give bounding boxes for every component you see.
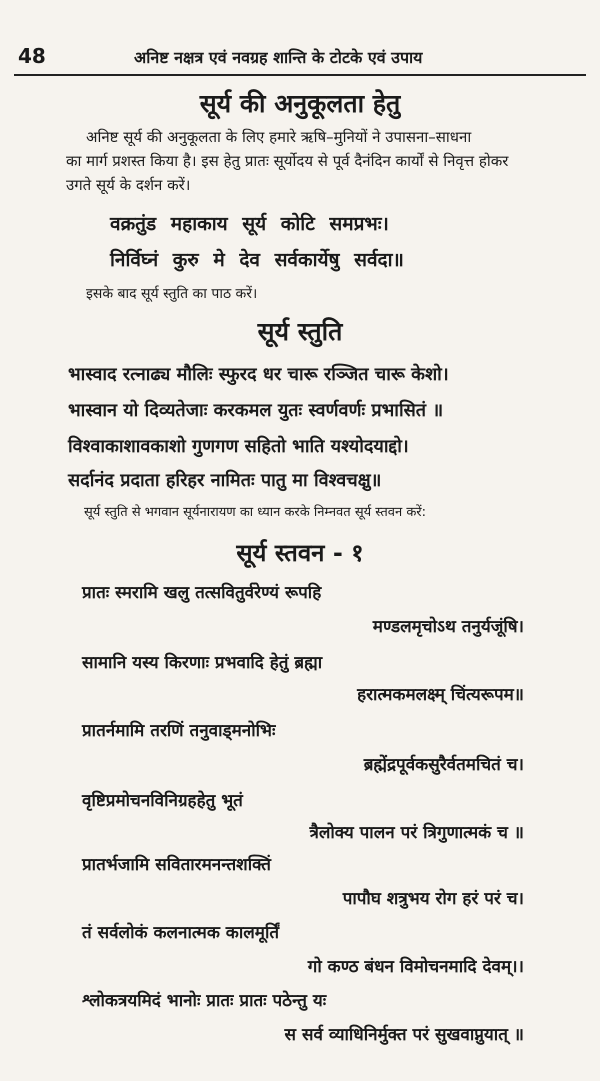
section-title-anukulta: सूर्य की अनुकूलता हेतु: [199, 89, 401, 118]
stavan-line-left: सामानि यस्य किरणाः प्रभवादि हेतुं ब्रह्मा: [82, 653, 323, 673]
page-header: [14, 42, 586, 70]
section-title-surya-stavan: सूर्य स्तवन - १: [236, 539, 364, 567]
paragraph-line: उगते सूर्य के दर्शन करें।: [66, 176, 191, 194]
stavan-line-right: हरात्मकमलक्ष्म् चिंत्यरूपम॥: [357, 685, 524, 705]
stuti-verse: भास्वान यो दिव्यतेजाः करकमल युतः स्वर्णवर्णः प्रभासितं ॥: [68, 400, 444, 421]
stavan-line-right: मण्डलमृचोऽथ तनुर्यजूंषि।: [372, 617, 524, 637]
page-number: 48: [18, 44, 46, 68]
paragraph-line: अनिष्ट सूर्य की अनुकूलता के लिए हमारे ऋषि–मुनियों ने उपासना–साधना: [86, 128, 472, 146]
instruction-note: सूर्य स्तुति से भगवान सूर्यनारायण का ध्यान करके निम्नवत सूर्य स्तवन करें:: [84, 505, 426, 520]
stavan-line-right: स सर्व व्याधिनिर्मुक्त परं सुखवाप्नुयात् ॥: [284, 1025, 524, 1045]
stavan-line-left: प्रातर्नमामि तरणिं तनुवाड्मनोभिः: [82, 721, 276, 741]
stavan-line-left: प्रातर्भजामि सवितारमनन्तशक्तिं: [82, 855, 271, 875]
stavan-line-left: प्रातः स्मरामि खलु तत्सवितुर्वरेण्यं रूपहि: [82, 583, 322, 603]
paragraph-line: का मार्ग प्रशस्त किया है। इस हेतु प्रातः सूर्योदय से पूर्व दैनंदिन कार्यों से निवृत्त होकर: [66, 152, 509, 170]
stavan-line-right: पापौघ शत्रुभय रोग हरं परं च।: [342, 889, 524, 909]
stuti-verse: भास्वाद रत्नाढ्य मौलिः स्फुरद धर चारू रञ्जित चारू केशो।: [68, 364, 449, 385]
mantra-line: निर्विघ्नं कुरु मे देव सर्वकार्येषु सर्वदा॥: [110, 249, 404, 271]
stuti-verse: विश्वाकाशावकाशो गुणगण सहितो भाति यश्योदयाद्दो।: [68, 436, 409, 457]
stavan-line-left: श्लोकत्रयमिदं भानोः प्रातः प्रातः पठेन्तु यः: [82, 991, 327, 1011]
stuti-verse: सर्दानंद प्रदाता हरिहर नामितः पातु मा विश्वचक्षु॥: [68, 470, 382, 491]
mantra-line: वक्रतुंड महाकाय सूर्य कोटि समप्रभः।: [110, 213, 389, 235]
header-rule: [14, 74, 586, 76]
stavan-line-left: तं सर्वलोकं कलनात्मक कालमूर्तिं: [82, 923, 280, 943]
stavan-line-right: गो कण्ठ बंधन विमोचनमादि देवम्।।: [307, 957, 524, 977]
instruction-note: इसके बाद सूर्य स्तुति का पाठ करें।: [86, 286, 258, 302]
stavan-line-right: ब्रह्मेंद्रपूर्वकसुरैर्वतमचितं च।: [363, 755, 524, 775]
section-title-surya-stuti: सूर्य स्तुति: [257, 317, 343, 346]
stavan-line-left: वृष्टिप्रमोचनविनिग्रहहेतु भूतं: [82, 791, 243, 811]
running-title: अनिष्ट नक्षत्र एवं नवग्रह शान्ति के टोटके एवं उपाय: [134, 48, 423, 67]
stavan-line-right: त्रैलोक्य पालन परं त्रिगुणात्मकं च ॥: [309, 823, 524, 843]
